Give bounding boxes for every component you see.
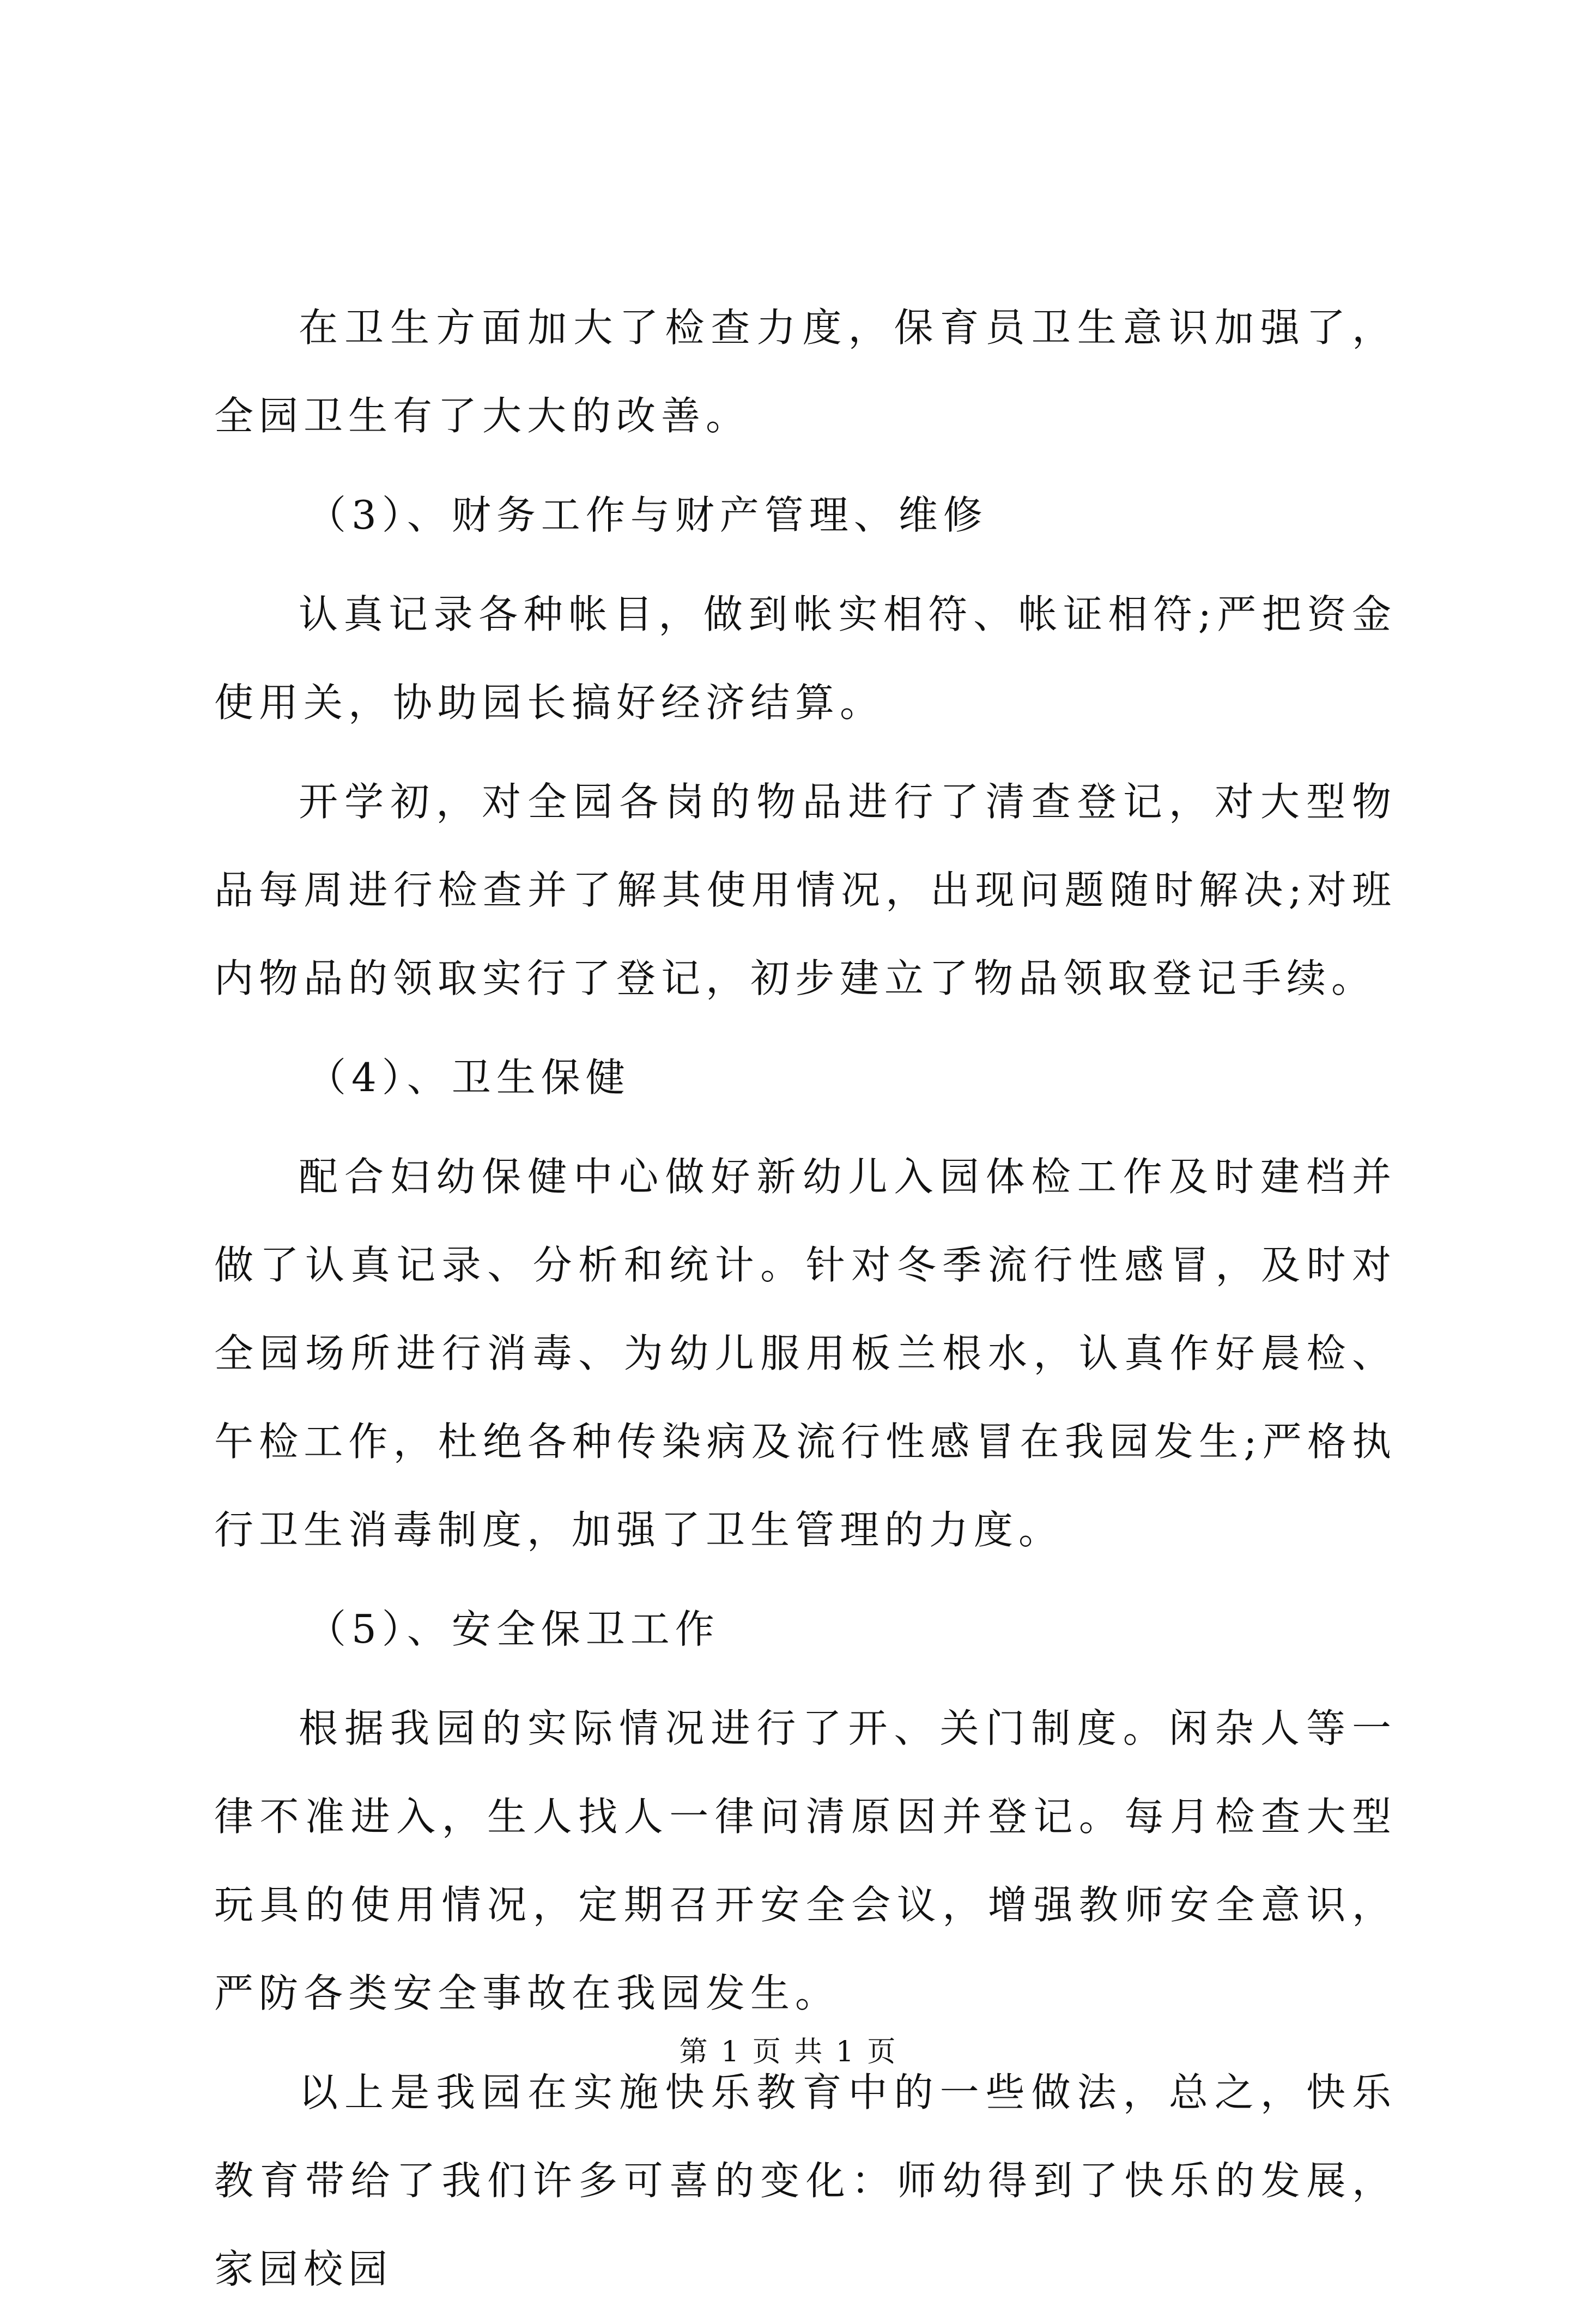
- paragraph-summary: 以上是我园在实施快乐教育中的一些做法，总之，快乐教育带给了我们许多可喜的变化：师幼得到了快乐的发展，家园校园: [214, 2069, 1397, 2292]
- section-heading-health: （4）、卫生保健: [307, 1055, 630, 1100]
- paragraph-accounts: 认真记录各种帐目，做到帐实相符、帐证相符;严把资金使用关，协助园长搞好经济结算。: [214, 591, 1397, 725]
- page-number-footer: 第 1 页 共 1 页: [679, 2036, 898, 2068]
- section-heading-safety: （5）、安全保卫工作: [307, 1606, 720, 1652]
- paragraph-safety: 根据我园的实际情况进行了开、关门制度。闲杂人等一律不准进入，生人找人一律问清原因并登记。每月检查大型玩具的使用情况，定期召开安全会议，增强教师安全意识，严防各类安全事故在我园发生。: [214, 1705, 1397, 2016]
- paragraph-health-care: 配合妇幼保健中心做好新幼儿入园体检工作及时建档并做了认真记录、分析和统计。针对冬季流行性感冒，及时对全园场所进行消毒、为幼儿服用板兰根水，认真作好晨检、午检工作，杜绝各种传染病及流行性感冒在我园发生;严格执行卫生消毒制度，加强了卫生管理的力度。: [214, 1154, 1397, 1553]
- paragraph-sanitation: 在卫生方面加大了检查力度，保育员卫生意识加强了，全园卫生有了大大的改善。: [214, 305, 1397, 439]
- section-heading-finance: （3）、财务工作与财产管理、维修: [307, 492, 988, 538]
- document-body: [214, 283, 1397, 2324]
- paragraph-inventory: 开学初，对全园各岗的物品进行了清查登记，对大型物品每周进行检查并了解其使用情况，出现问题随时解决;对班内物品的领取实行了登记，初步建立了物品领取登记手续。: [214, 779, 1397, 1001]
